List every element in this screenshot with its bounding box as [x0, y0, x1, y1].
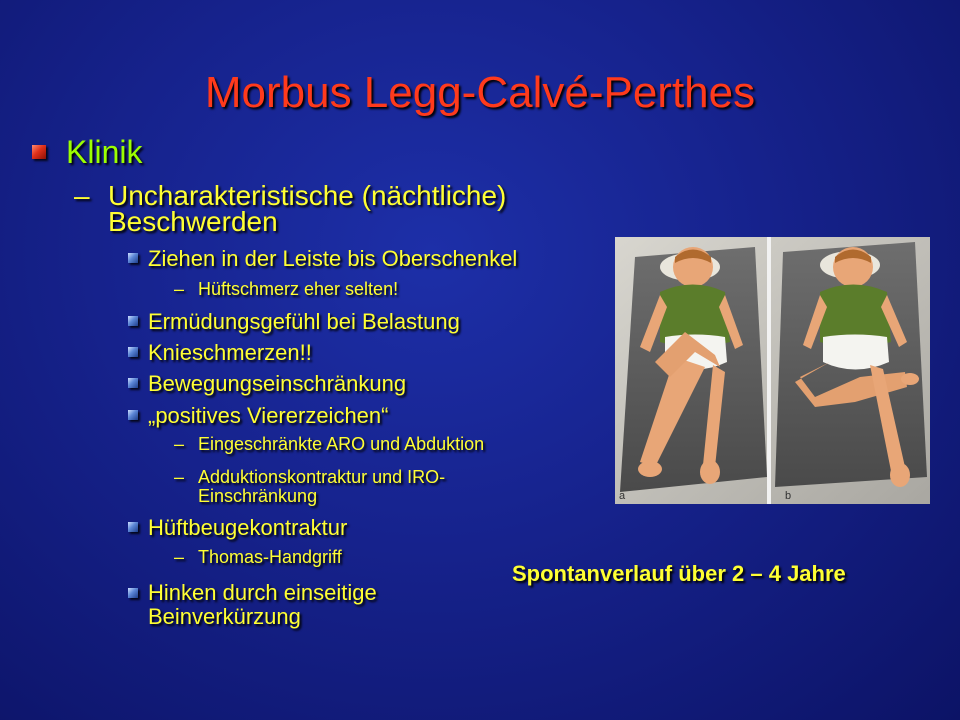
list-item: Ziehen in der Leiste bis Oberschenkel	[148, 246, 518, 271]
list-item: Ermüdungsgefühl bei Belastung	[148, 309, 460, 334]
photo-caption: Spontanverlauf über 2 – 4 Jahre	[512, 561, 846, 586]
list-item: „positives Viererzeichen“	[148, 403, 389, 428]
subheading-line-2: Beschwerden	[108, 206, 278, 237]
blue-square-bullet-icon	[128, 588, 138, 598]
dash-marker: –	[74, 180, 90, 211]
list-item-continuation: Einschränkung	[198, 486, 318, 506]
dash-marker: –	[174, 279, 185, 299]
blue-square-bullet-icon	[128, 378, 138, 388]
list-item: Hüftbeugekontraktur	[148, 515, 348, 540]
list-item: Adduktionskontraktur und IRO-	[198, 467, 446, 487]
list-item: Hüftschmerz eher selten!	[198, 279, 399, 299]
blue-square-bullet-icon	[128, 316, 138, 326]
section-heading: Klinik	[66, 134, 143, 170]
list-item: Thomas-Handgriff	[198, 547, 342, 567]
blue-square-bullet-icon	[128, 522, 138, 532]
photo-label-a: a	[619, 490, 626, 502]
subheading-line-1: Uncharakteristische (nächtliche)	[108, 180, 507, 211]
red-square-bullet-icon	[32, 145, 46, 159]
blue-square-bullet-icon	[128, 410, 138, 420]
blue-square-bullet-icon	[128, 253, 138, 263]
patient-illustration	[615, 237, 930, 504]
list-item: Hinken durch einseitige	[148, 580, 377, 605]
slide-title: Morbus Legg-Calvé-Perthes	[204, 68, 756, 117]
list-item: Knieschmerzen!!	[148, 340, 312, 365]
dash-marker: –	[174, 547, 185, 567]
list-item: Bewegungseinschränkung	[148, 371, 407, 396]
dash-marker: –	[174, 467, 185, 487]
list-item: Eingeschränkte ARO und Abduktion	[198, 434, 485, 454]
list-item-continuation: Beinverkürzung	[148, 604, 301, 629]
dash-marker: –	[174, 434, 185, 454]
photo-label-b: b	[785, 490, 792, 502]
blue-square-bullet-icon	[128, 347, 138, 357]
clinical-photo	[615, 237, 930, 504]
